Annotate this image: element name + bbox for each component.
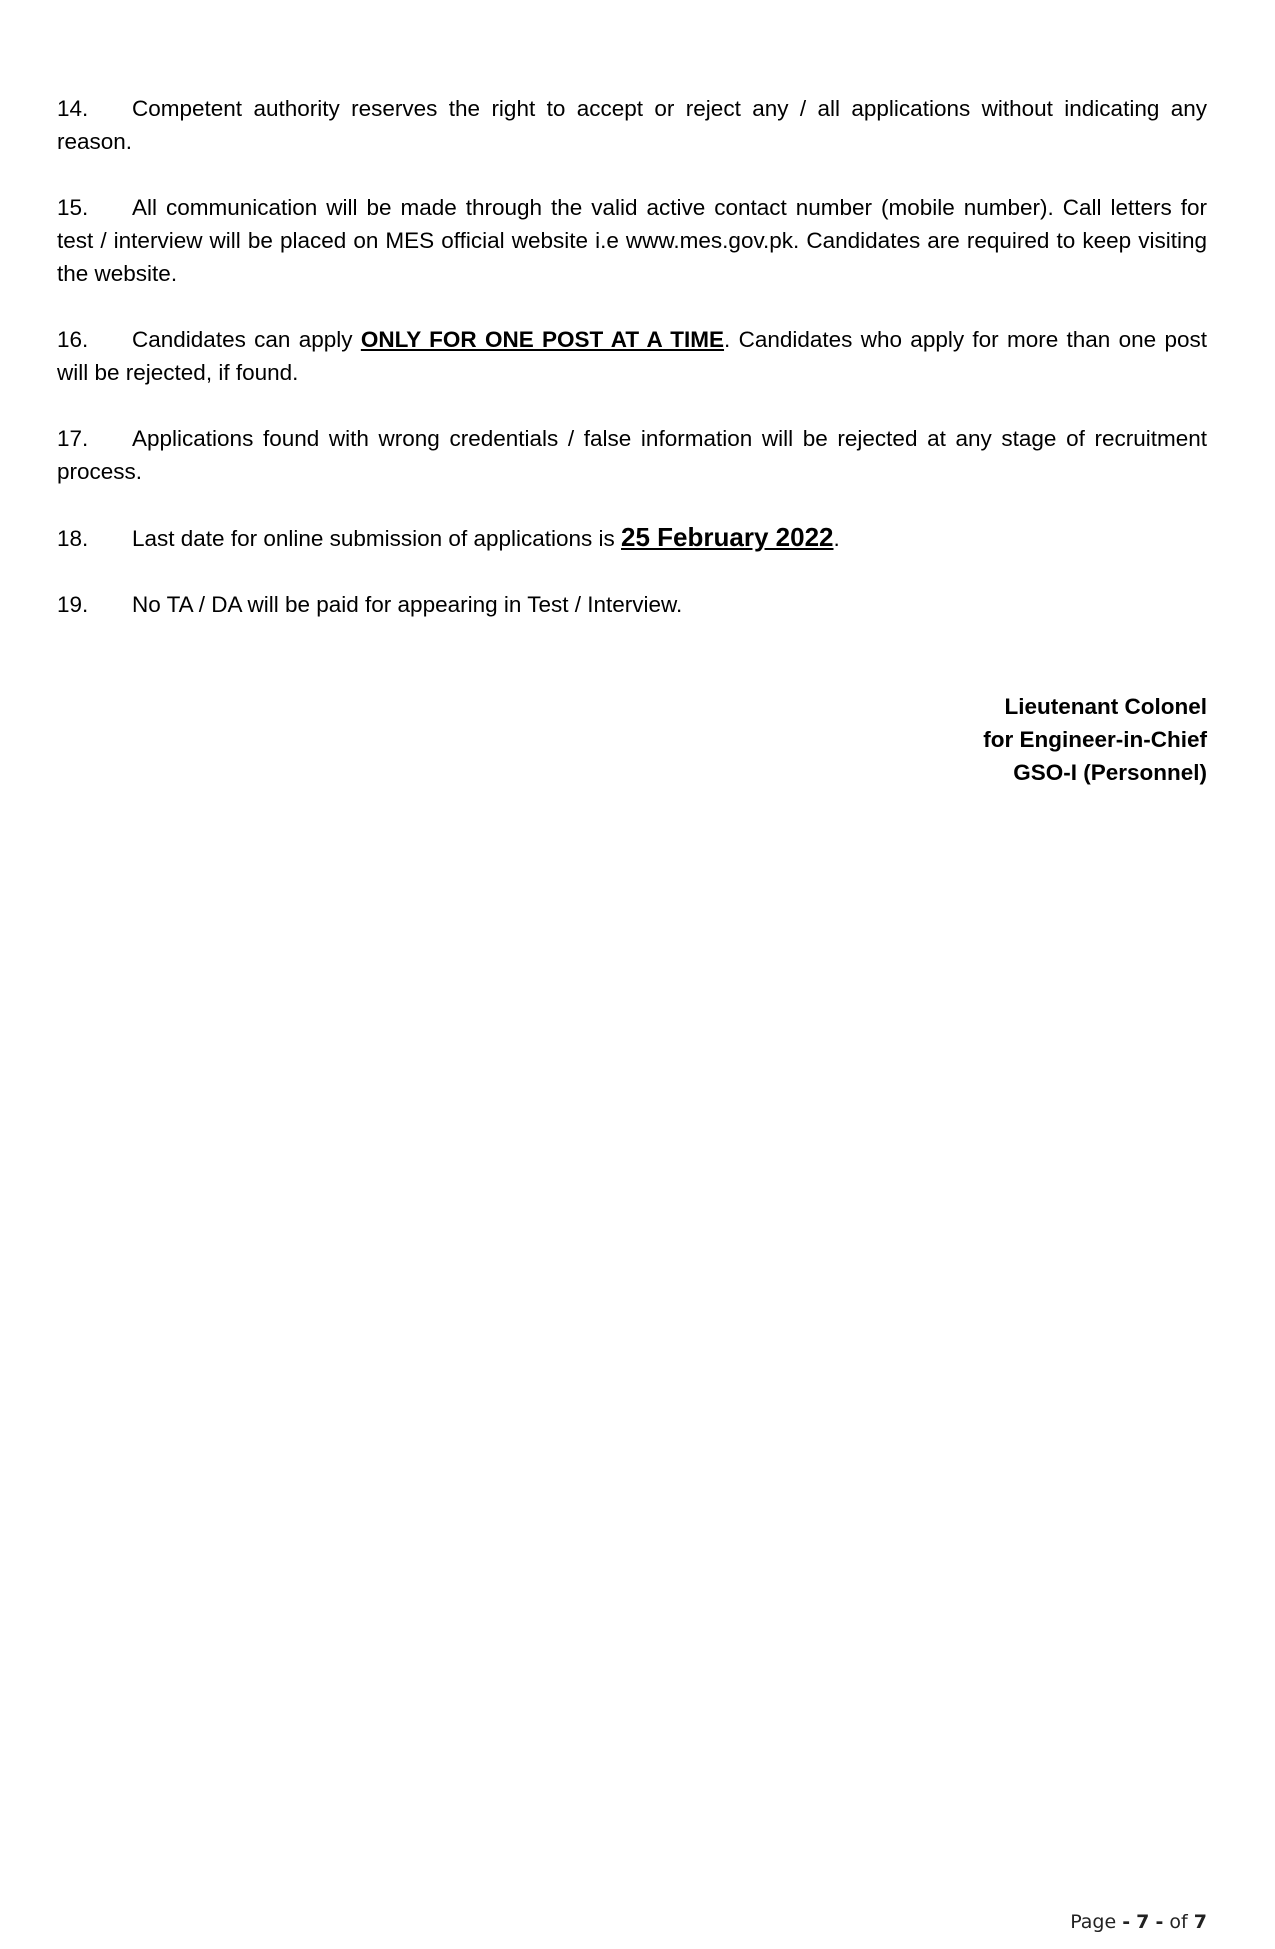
paragraph-number: 15. <box>57 195 89 220</box>
paragraph-number: 17. <box>57 426 89 451</box>
page-total: 7 <box>1193 1911 1207 1933</box>
one-post-notice: ONLY FOR ONE POST AT A TIME <box>360 327 725 352</box>
paragraph-text: No TA / DA will be paid for appearing in Test / Interview. <box>132 592 683 617</box>
of-label: of <box>1169 1911 1188 1933</box>
paragraph-text-pre: Candidates can apply <box>132 327 361 352</box>
paragraph-text: Applications found with wrong credentials / false information will be rejected at any stage of recruitment process. <box>57 426 1207 484</box>
page-number: 7 <box>1136 1911 1150 1933</box>
signatory-for: for Engineer-in-Chief <box>983 727 1207 752</box>
paragraph-14 <box>57 92 1207 158</box>
paragraph-number: 16. <box>57 327 89 352</box>
paragraph-15 <box>57 191 1207 290</box>
paragraph-number: 18. <box>57 526 89 551</box>
signatory-rank: Lieutenant Colonel <box>1004 694 1207 719</box>
paragraph-number: 14. <box>57 96 89 121</box>
paragraph-17 <box>57 422 1207 488</box>
page-sep-2: - <box>1155 1911 1164 1933</box>
page-footer <box>1070 1910 1207 1934</box>
document-body <box>57 92 1207 654</box>
last-date: 25 February 2022 <box>621 522 834 552</box>
signatory-designation: GSO-I (Personnel) <box>1013 760 1207 785</box>
paragraph-19 <box>57 588 1207 621</box>
paragraph-text: Competent authority reserves the right to accept or reject any / all applications without indicating any reason. <box>57 96 1207 154</box>
paragraph-text-post: . Candidates who apply for more than one post will be rejected, if found. <box>57 327 1208 385</box>
paragraph-number: 19. <box>57 592 89 617</box>
paragraph-text-pre: Last date for online submission of applications is <box>132 526 622 551</box>
signature-block <box>983 690 1207 789</box>
paragraph-16 <box>57 323 1207 389</box>
paragraph-text-post: . <box>833 526 840 551</box>
paragraph-text: All communication will be made through the valid active contact number (mobile number). Call letters for test / interview will be placed on MES official website i.e www.mes.gov.pk. Candidates are required to keep visiting the website. <box>57 195 1207 286</box>
page-label: Page <box>1070 1911 1117 1933</box>
page-sep-1: - <box>1122 1911 1131 1933</box>
paragraph-18 <box>57 521 1207 555</box>
